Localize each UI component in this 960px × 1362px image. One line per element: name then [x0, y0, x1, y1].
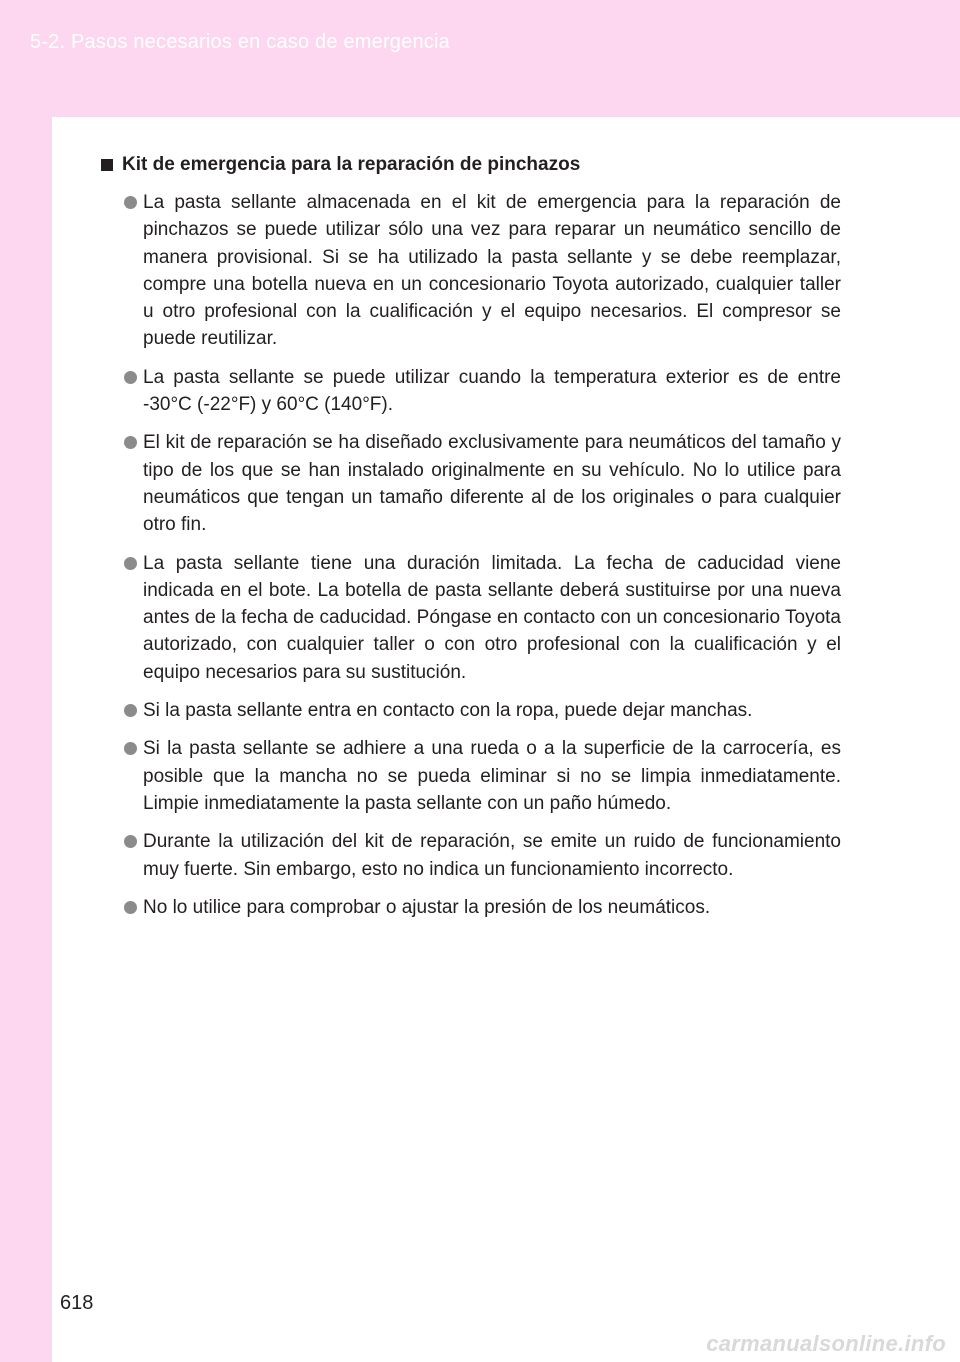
list-item-text: No lo utilice para comprobar o ajustar la presión de los neumáticos. [143, 896, 711, 918]
chapter-title: 5-2. Pasos necesarios en caso de emergencia [30, 31, 450, 53]
round-bullet-icon [124, 742, 137, 755]
round-bullet-icon [124, 901, 137, 914]
round-bullet-icon [124, 557, 137, 570]
side-band [0, 117, 52, 1362]
list-item [101, 697, 841, 724]
list-item [101, 894, 841, 921]
list-item [101, 364, 841, 419]
list-item-text: Si la pasta sellante se adhiere a una rueda o a la superficie de la carrocería, es posible que la mancha no se pueda eliminar si no se limpia inmediatamente. Limpie inmediatamente la pasta sellante con un paño húmedo. [143, 738, 841, 814]
round-bullet-icon [124, 196, 137, 209]
round-bullet-icon [124, 704, 137, 717]
main-content [101, 151, 841, 932]
round-bullet-icon [124, 835, 137, 848]
header-band [0, 0, 960, 117]
list-item [101, 550, 841, 686]
list-item [101, 828, 841, 883]
list-item-text: La pasta sellante almacenada en el kit de emergencia para la reparación de pinchazos se puede utilizar sólo una vez para reparar un neumático sencillo de manera provisional. Si se ha utilizado la pasta sellante y se debe reemplazar, compre una botella nueva en un concesionario Toyota autorizado, cualquier taller u otro profesional con la cualificación y el equipo necesarios. El compresor se puede reutilizar. [143, 192, 841, 350]
watermark: carmanualsonline.info [706, 1331, 946, 1356]
list-item-text: La pasta sellante se puede utilizar cuando la temperatura exterior es de entre -30°C (-22°F) y 60°C (140°F). [143, 366, 841, 416]
page-number: 618 [60, 1292, 94, 1314]
round-bullet-icon [124, 436, 137, 449]
list-item-text: Si la pasta sellante entra en contacto con la ropa, puede dejar manchas. [143, 700, 753, 722]
list-item-text: El kit de reparación se ha diseñado exclusivamente para neumáticos del tamaño y tipo de los que se han instalado originalmente en su vehículo. No lo utilice para neumáticos que tengan un tamaño diferente al de los originales o para cualquier otro fin. [143, 432, 841, 536]
section-heading [101, 151, 841, 179]
round-bullet-icon [124, 371, 137, 384]
list-item [101, 429, 841, 538]
list-item-text: Durante la utilización del kit de reparación, se emite un ruido de funcionamiento muy fuerte. Sin embargo, esto no indica un funcionamiento incorrecto. [143, 831, 841, 880]
section-heading-text: Kit de emergencia para la reparación de pinchazos [122, 154, 581, 175]
list-item [101, 189, 841, 353]
list-item [101, 735, 841, 817]
list-item-text: La pasta sellante tiene una duración limitada. La fecha de caducidad viene indicada en el bote. La botella de pasta sellante deberá sustituirse por una nueva antes de la fecha de caducidad. Póngase en contacto con un concesionario Toyota autorizado, con cualquier taller o con otro profesional con la cualificación y el equipo necesarios para su sustitución. [143, 552, 841, 683]
square-bullet-icon [101, 159, 113, 171]
